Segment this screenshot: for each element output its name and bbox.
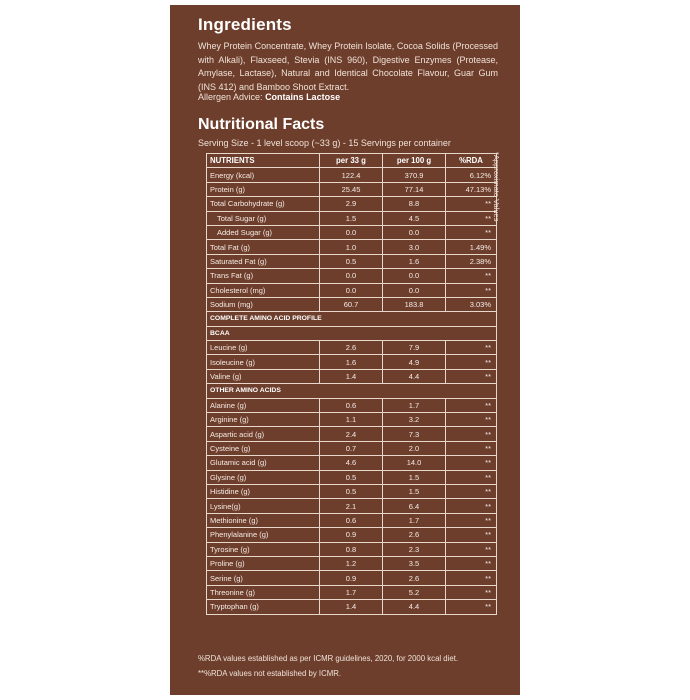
nutrient-name: Lysine(g): [207, 499, 320, 513]
nutrient-name: Methionine (g): [207, 513, 320, 527]
table-section-row: [207, 384, 497, 398]
nutrition-table-wrap: [206, 153, 496, 615]
value-rda: 1.49%: [446, 240, 497, 254]
value-per-100g: 0.0: [383, 225, 446, 239]
value-rda: **: [446, 427, 497, 441]
value-per-100g: 4.9: [383, 355, 446, 369]
table-section-row: [207, 326, 497, 340]
header-per-33g: per 33 g: [320, 154, 383, 168]
nutrient-name: Serine (g): [207, 571, 320, 585]
value-rda: **: [446, 441, 497, 455]
table-row: [207, 528, 497, 542]
value-rda: **: [446, 571, 497, 585]
value-per-100g: 1.6: [383, 254, 446, 268]
serving-size: Serving Size - 1 level scoop (~33 g) - 15 Servings per container: [198, 138, 451, 148]
value-per-100g: 8.8: [383, 197, 446, 211]
nutrient-name: Total Carbohydrate (g): [207, 197, 320, 211]
nutrient-name: Total Sugar (g): [207, 211, 320, 225]
value-per-33g: 0.7: [320, 441, 383, 455]
table-row: [207, 484, 497, 498]
value-per-33g: 0.0: [320, 269, 383, 283]
ingredients-title: Ingredients: [198, 15, 292, 34]
value-per-100g: 1.7: [383, 398, 446, 412]
table-row: [207, 513, 497, 527]
table-row: [207, 499, 497, 513]
table-section-row: [207, 312, 497, 326]
value-per-33g: 2.4: [320, 427, 383, 441]
value-per-33g: 1.1: [320, 413, 383, 427]
label-panel: [170, 5, 520, 695]
section-label: COMPLETE AMINO ACID PROFILE: [207, 312, 497, 326]
value-per-100g: 3.0: [383, 240, 446, 254]
value-per-33g: 4.6: [320, 456, 383, 470]
header-rda: %RDA: [446, 154, 497, 168]
table-row: [207, 297, 497, 311]
value-rda: **: [446, 283, 497, 297]
table-row: [207, 240, 497, 254]
nutrient-name: Cysteine (g): [207, 441, 320, 455]
value-per-33g: 60.7: [320, 297, 383, 311]
table-header-row: [207, 154, 497, 168]
table-row: [207, 254, 497, 268]
value-per-33g: 122.4: [320, 168, 383, 182]
value-per-33g: 0.8: [320, 542, 383, 556]
value-rda: **: [446, 197, 497, 211]
value-per-33g: 25.45: [320, 182, 383, 196]
value-per-100g: 3.2: [383, 413, 446, 427]
nutrient-name: Leucine (g): [207, 341, 320, 355]
value-per-100g: 7.3: [383, 427, 446, 441]
section-label: BCAA: [207, 326, 497, 340]
value-per-100g: 1.5: [383, 484, 446, 498]
value-per-33g: 2.9: [320, 197, 383, 211]
table-row: [207, 585, 497, 599]
value-per-100g: 3.5: [383, 556, 446, 570]
value-per-33g: 0.9: [320, 528, 383, 542]
table-row: [207, 556, 497, 570]
value-per-33g: 1.4: [320, 369, 383, 383]
nutrient-name: Glysine (g): [207, 470, 320, 484]
table-row: [207, 182, 497, 196]
nutrient-name: Trans Fat (g): [207, 269, 320, 283]
value-per-100g: 4.5: [383, 211, 446, 225]
value-per-100g: 4.4: [383, 369, 446, 383]
value-per-33g: 0.6: [320, 398, 383, 412]
table-row: [207, 269, 497, 283]
table-row: [207, 571, 497, 585]
value-per-100g: 14.0: [383, 456, 446, 470]
table-row: [207, 600, 497, 614]
value-per-100g: 2.6: [383, 528, 446, 542]
nutrient-name: Cholesterol (mg): [207, 283, 320, 297]
allergen-value: Contains Lactose: [265, 92, 341, 102]
value-rda: **: [446, 499, 497, 513]
value-rda: **: [446, 470, 497, 484]
value-per-33g: 0.5: [320, 470, 383, 484]
value-per-33g: 0.5: [320, 254, 383, 268]
footnote-not-established: **%RDA values not established by ICMR.: [198, 669, 342, 678]
value-rda: **: [446, 413, 497, 427]
nutrient-name: Threonine (g): [207, 585, 320, 599]
value-per-100g: 1.5: [383, 470, 446, 484]
table-row: [207, 283, 497, 297]
value-rda: **: [446, 369, 497, 383]
nutrient-name: Phenylalanine (g): [207, 528, 320, 542]
value-per-33g: 1.0: [320, 240, 383, 254]
value-per-100g: 2.0: [383, 441, 446, 455]
table-row: [207, 211, 497, 225]
value-per-100g: 183.8: [383, 297, 446, 311]
nutrient-name: Sodium (mg): [207, 297, 320, 311]
nutrient-name: Alanine (g): [207, 398, 320, 412]
footnote-rda: %RDA values established as per ICMR guidelines, 2020, for 2000 kcal diet.: [198, 654, 459, 663]
table-row: [207, 225, 497, 239]
nutrient-name: Protein (g): [207, 182, 320, 196]
value-rda: 3.03%: [446, 297, 497, 311]
nutrition-table-body: [207, 168, 497, 614]
value-rda: **: [446, 513, 497, 527]
table-row: [207, 427, 497, 441]
value-per-33g: 1.6: [320, 355, 383, 369]
nutrient-name: Glutamic acid (g): [207, 456, 320, 470]
nutrient-name: Tryptophan (g): [207, 600, 320, 614]
value-per-33g: 0.0: [320, 283, 383, 297]
value-per-100g: 0.0: [383, 269, 446, 283]
table-row: [207, 456, 497, 470]
table-row: [207, 441, 497, 455]
nutrient-name: Energy (kcal): [207, 168, 320, 182]
value-per-33g: 1.4: [320, 600, 383, 614]
value-per-100g: 6.4: [383, 499, 446, 513]
value-per-33g: 1.7: [320, 585, 383, 599]
nutrient-name: Aspartic acid (g): [207, 427, 320, 441]
table-row: [207, 355, 497, 369]
table-row: [207, 369, 497, 383]
value-per-100g: 2.3: [383, 542, 446, 556]
value-per-100g: 4.4: [383, 600, 446, 614]
nutrient-name: Histidine (g): [207, 484, 320, 498]
value-per-100g: 2.6: [383, 571, 446, 585]
nutrient-name: Total Fat (g): [207, 240, 320, 254]
value-per-100g: 7.9: [383, 341, 446, 355]
table-row: [207, 470, 497, 484]
value-per-33g: 0.5: [320, 484, 383, 498]
value-rda: **: [446, 269, 497, 283]
value-per-100g: 370.9: [383, 168, 446, 182]
value-per-33g: 2.6: [320, 341, 383, 355]
value-rda: **: [446, 542, 497, 556]
nutrient-name: Valine (g): [207, 369, 320, 383]
value-rda: **: [446, 484, 497, 498]
value-per-33g: 2.1: [320, 499, 383, 513]
value-rda: **: [446, 600, 497, 614]
value-per-100g: 0.0: [383, 283, 446, 297]
table-row: [207, 197, 497, 211]
value-rda: 47.13%: [446, 182, 497, 196]
header-per-100g: per 100 g: [383, 154, 446, 168]
value-per-33g: 1.5: [320, 211, 383, 225]
value-per-100g: 1.7: [383, 513, 446, 527]
table-row: [207, 398, 497, 412]
value-rda: **: [446, 556, 497, 570]
section-label: OTHER AMINO ACIDS: [207, 384, 497, 398]
value-per-33g: 0.9: [320, 571, 383, 585]
value-rda: **: [446, 355, 497, 369]
nutrient-name: Saturated Fat (g): [207, 254, 320, 268]
value-per-100g: 77.14: [383, 182, 446, 196]
value-rda: 6.12%: [446, 168, 497, 182]
approximate-values-note: [492, 152, 502, 252]
allergen-advice: [198, 92, 340, 102]
value-rda: 2.38%: [446, 254, 497, 268]
value-rda: **: [446, 225, 497, 239]
value-per-100g: 5.2: [383, 585, 446, 599]
value-rda: **: [446, 341, 497, 355]
table-row: [207, 168, 497, 182]
value-rda: **: [446, 528, 497, 542]
value-per-33g: 0.6: [320, 513, 383, 527]
table-row: [207, 413, 497, 427]
value-rda: **: [446, 398, 497, 412]
table-row: [207, 341, 497, 355]
nutrient-name: Tyrosine (g): [207, 542, 320, 556]
nutrient-name: Isoleucine (g): [207, 355, 320, 369]
nutrition-table: [206, 153, 497, 615]
nutrition-title: Nutritional Facts: [198, 116, 325, 133]
value-per-33g: 0.0: [320, 225, 383, 239]
value-per-33g: 1.2: [320, 556, 383, 570]
value-rda: **: [446, 585, 497, 599]
value-rda: **: [446, 211, 497, 225]
nutrient-name: Arginine (g): [207, 413, 320, 427]
nutrient-name: Proline (g): [207, 556, 320, 570]
header-nutrients: NUTRIENTS: [207, 154, 320, 168]
ingredients-text: Whey Protein Concentrate, Whey Protein Isolate, Cocoa Solids (Processed with Alkali), Flaxseed, Stevia (INS 960), Digestive Enzymes (Protease, Amylase, Lactase), Natural and Identical Chocolate Flavour, Guar Gum (INS 412) and Bamboo Shoot Extract.: [198, 41, 498, 92]
nutrient-name: Added Sugar (g): [207, 225, 320, 239]
table-row: [207, 542, 497, 556]
allergen-label: Allergen Advice:: [198, 92, 263, 102]
value-rda: **: [446, 456, 497, 470]
approximate-values-text: *Approximate Values: [492, 152, 501, 222]
